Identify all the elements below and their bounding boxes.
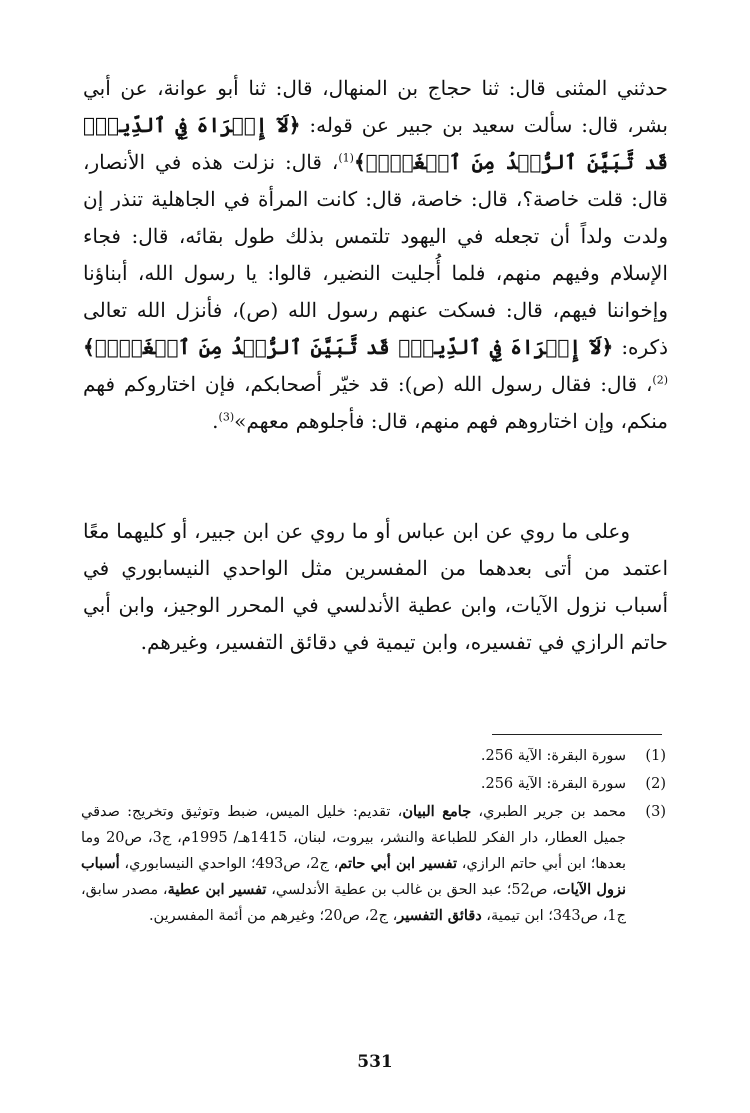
paragraph-1-part-b: ، قال: نزلت هذه في الأنصار، قال: قلت خاصة؟، قال: خاصة، قال: كانت المرأة في الجاهلية تنذر إن ولدت ولداً أن تجعله في اليهود تلتمس بذلك طول بقائه، قال: فجاء الإسلام وفيهم منهم، فلما أُجليت النضير، قالوا: يا رسول الله، أبناؤنا وإخواننا فيهم، قال: فسكت عنهم رسول الله (ص)، فأنزل الله تعالى ذكره: [83,150,668,359]
paragraph-1-part-c: ، قال: فقال رسول الله (ص): قد خيّر أصحابكم، فإن اختاروكم فهم منكم، وإن اختاروهم فهم منهم، قال: فأجلوهم معهم» [83,372,668,433]
footnote-text [81,799,626,929]
paragraph-commentary [83,513,668,661]
paragraph-1-text [83,70,668,440]
footnote-text: سورة البقرة: الآية 256. [480,748,626,764]
footnote-ref-2: (2) [652,373,668,387]
footnote-3-text-1: محمد بن جرير الطبري، [471,804,626,820]
book-title-asbab-nuzul: أسباب نزول الآيات [81,855,626,898]
footnotes [81,743,666,931]
footnote-3-text-6: ، ج2، ص20؛ وغيرهم من أئمة المفسرين. [148,908,398,924]
footnote-number: (2) [645,776,666,792]
footnote-text: سورة البقرة: الآية 256. [480,776,626,792]
quran-verse-2: ﴿لَآ إِكۡرَاهَ فِي ٱلدِّينِۖ قَد تَّبَيَّنَ ٱلرُّشۡدُ مِنَ ٱلۡغَيِّۚ﴾ [83,335,614,359]
footnote-3-text-4: ، ص52؛ عبد الحق بن غالب بن عطية الأندلسي، [266,882,557,898]
paragraph-hadith [83,70,668,440]
paragraph-2-text: وعلى ما روي عن ابن عباس أو ما روي عن ابن جبير، أو كليهما معًا اعتمد من أتى بعدهما من المفسرين مثل الواحدي النيسابوري في أسباب نزول الآيات، وابن عطية الأندلسي في المحرر الوجيز، وابن أبي حاتم الرازي في تفسيره، وابن تيمية في دقائق التفسير، وغيرهم. [83,519,668,654]
paragraph-1-part-a: حدثني المثنى قال: ثنا حجاج بن المنهال، قال: ثنا أبو عوانة، عن أبي بشر، قال: سألت سعيد بن جبير عن قوله: [83,76,668,137]
book-title-tafsir-ibn-atiyya: تفسير ابن عطية [167,881,267,898]
quran-verse-1: ﴿لَآ إِكۡرَاهَ فِي ٱلدِّينِۖ قَد تَّبَيَّنَ ٱلرُّشۡدُ مِنَ ٱلۡغَيِّۚ﴾ [83,113,668,174]
book-title-jami-al-bayan: جامع البيان [402,803,472,820]
footnote-number: (3) [645,804,666,820]
book-title-tafsir-ibn-abi-hatim: تفسير ابن أبي حاتم [338,855,457,872]
paragraph-1-part-d: . [212,409,219,433]
footnote-ref-1: (1) [338,151,354,165]
footnote-3-text-2: ، تقديم: خليل الميس، ضبط وتوثيق وتخريج: صدقي جميل العطار، دار الفكر للطباعة والنشر، بيروت، لبنان، 1415هـ/ 1995م، ج3، ص20 وما بعدها؛ ابن أبي حاتم الرازي، [81,804,627,872]
footnote-1 [81,743,666,769]
footnote-2 [81,771,666,797]
footnote-number: (1) [645,748,666,764]
footnote-3-text-3: ، ج2، ص493؛ الواحدي النيسابوري، [119,856,339,872]
footnote-3-text-5: ، مصدر سابق، ج1، ص343؛ ابن تيمية، [81,882,626,924]
book-title-daqaiq-al-tafsir: دقائق التفسير [397,907,482,924]
footnote-divider [492,734,662,735]
page-number: 531 [357,1052,393,1072]
footnote-3 [81,799,666,929]
footnote-ref-3: (3) [218,410,235,424]
